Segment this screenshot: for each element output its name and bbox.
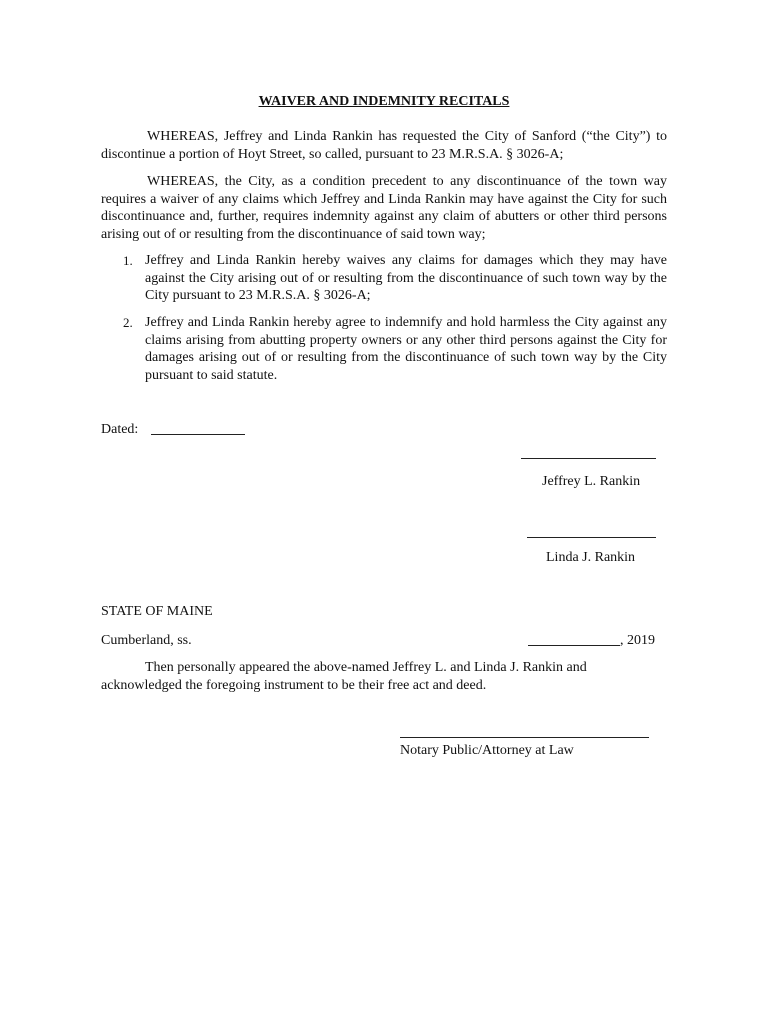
year-suffix: , 2019 xyxy=(620,633,655,648)
notary-signature-line xyxy=(400,737,649,738)
list-item-number: 1. xyxy=(123,253,133,268)
signature-line-jeffrey xyxy=(521,458,656,459)
document-title: WAIVER AND INDEMNITY RECITALS xyxy=(258,94,510,109)
signer-name-linda: Linda J. Rankin xyxy=(546,550,636,565)
list-item-text: Jeffrey and Linda Rankin hereby waives any claims for damages which they may have against the City arising out of or resulting from the discontinuance of such town way by the City pursuant to 23 M.R.S.A. § 3026-A; xyxy=(145,253,667,304)
list-item-text: Jeffrey and Linda Rankin hereby agree to indemnify and hold harmless the City against any claims arising from abutting property owners or any other third persons against the City for damages arising out of or resulting from the discontinuance of such town way by the City pursuant to said statute. xyxy=(145,315,667,383)
list-item xyxy=(101,252,667,305)
whereas-paragraph-2: WHEREAS, the City, as a condition precedent to any discontinuance of the town way requires a waiver of any claims which Jeffrey and Linda Rankin may have against the City for such discontinuance and, further, requires indemnity against any claim of abutters or other third persons arising out of or resulting from the discontinuance of said town way; xyxy=(101,174,667,242)
notary-label: Notary Public/Attorney at Law xyxy=(400,743,574,758)
list-item-number: 2. xyxy=(123,315,133,330)
state-heading: STATE OF MAINE xyxy=(101,604,213,619)
county-label: Cumberland, ss. xyxy=(101,633,192,648)
acknowledgment-paragraph: Then personally appeared the above-named Jeffrey L. and Linda J. Rankin and acknowledged the foregoing instrument to be their free act and deed. xyxy=(101,660,587,693)
list-item xyxy=(101,314,667,384)
date-blank-line xyxy=(528,645,620,646)
signature-line-linda xyxy=(527,537,656,538)
dated-blank-line xyxy=(151,434,245,435)
dated-label: Dated: xyxy=(101,422,139,437)
signer-name-jeffrey: Jeffrey L. Rankin xyxy=(542,474,641,489)
whereas-paragraph-1: WHEREAS, Jeffrey and Linda Rankin has requested the City of Sanford (“the City”) to discontinue a portion of Hoyt Street, so called, pursuant to 23 M.R.S.A. § 3026-A; xyxy=(101,129,667,162)
